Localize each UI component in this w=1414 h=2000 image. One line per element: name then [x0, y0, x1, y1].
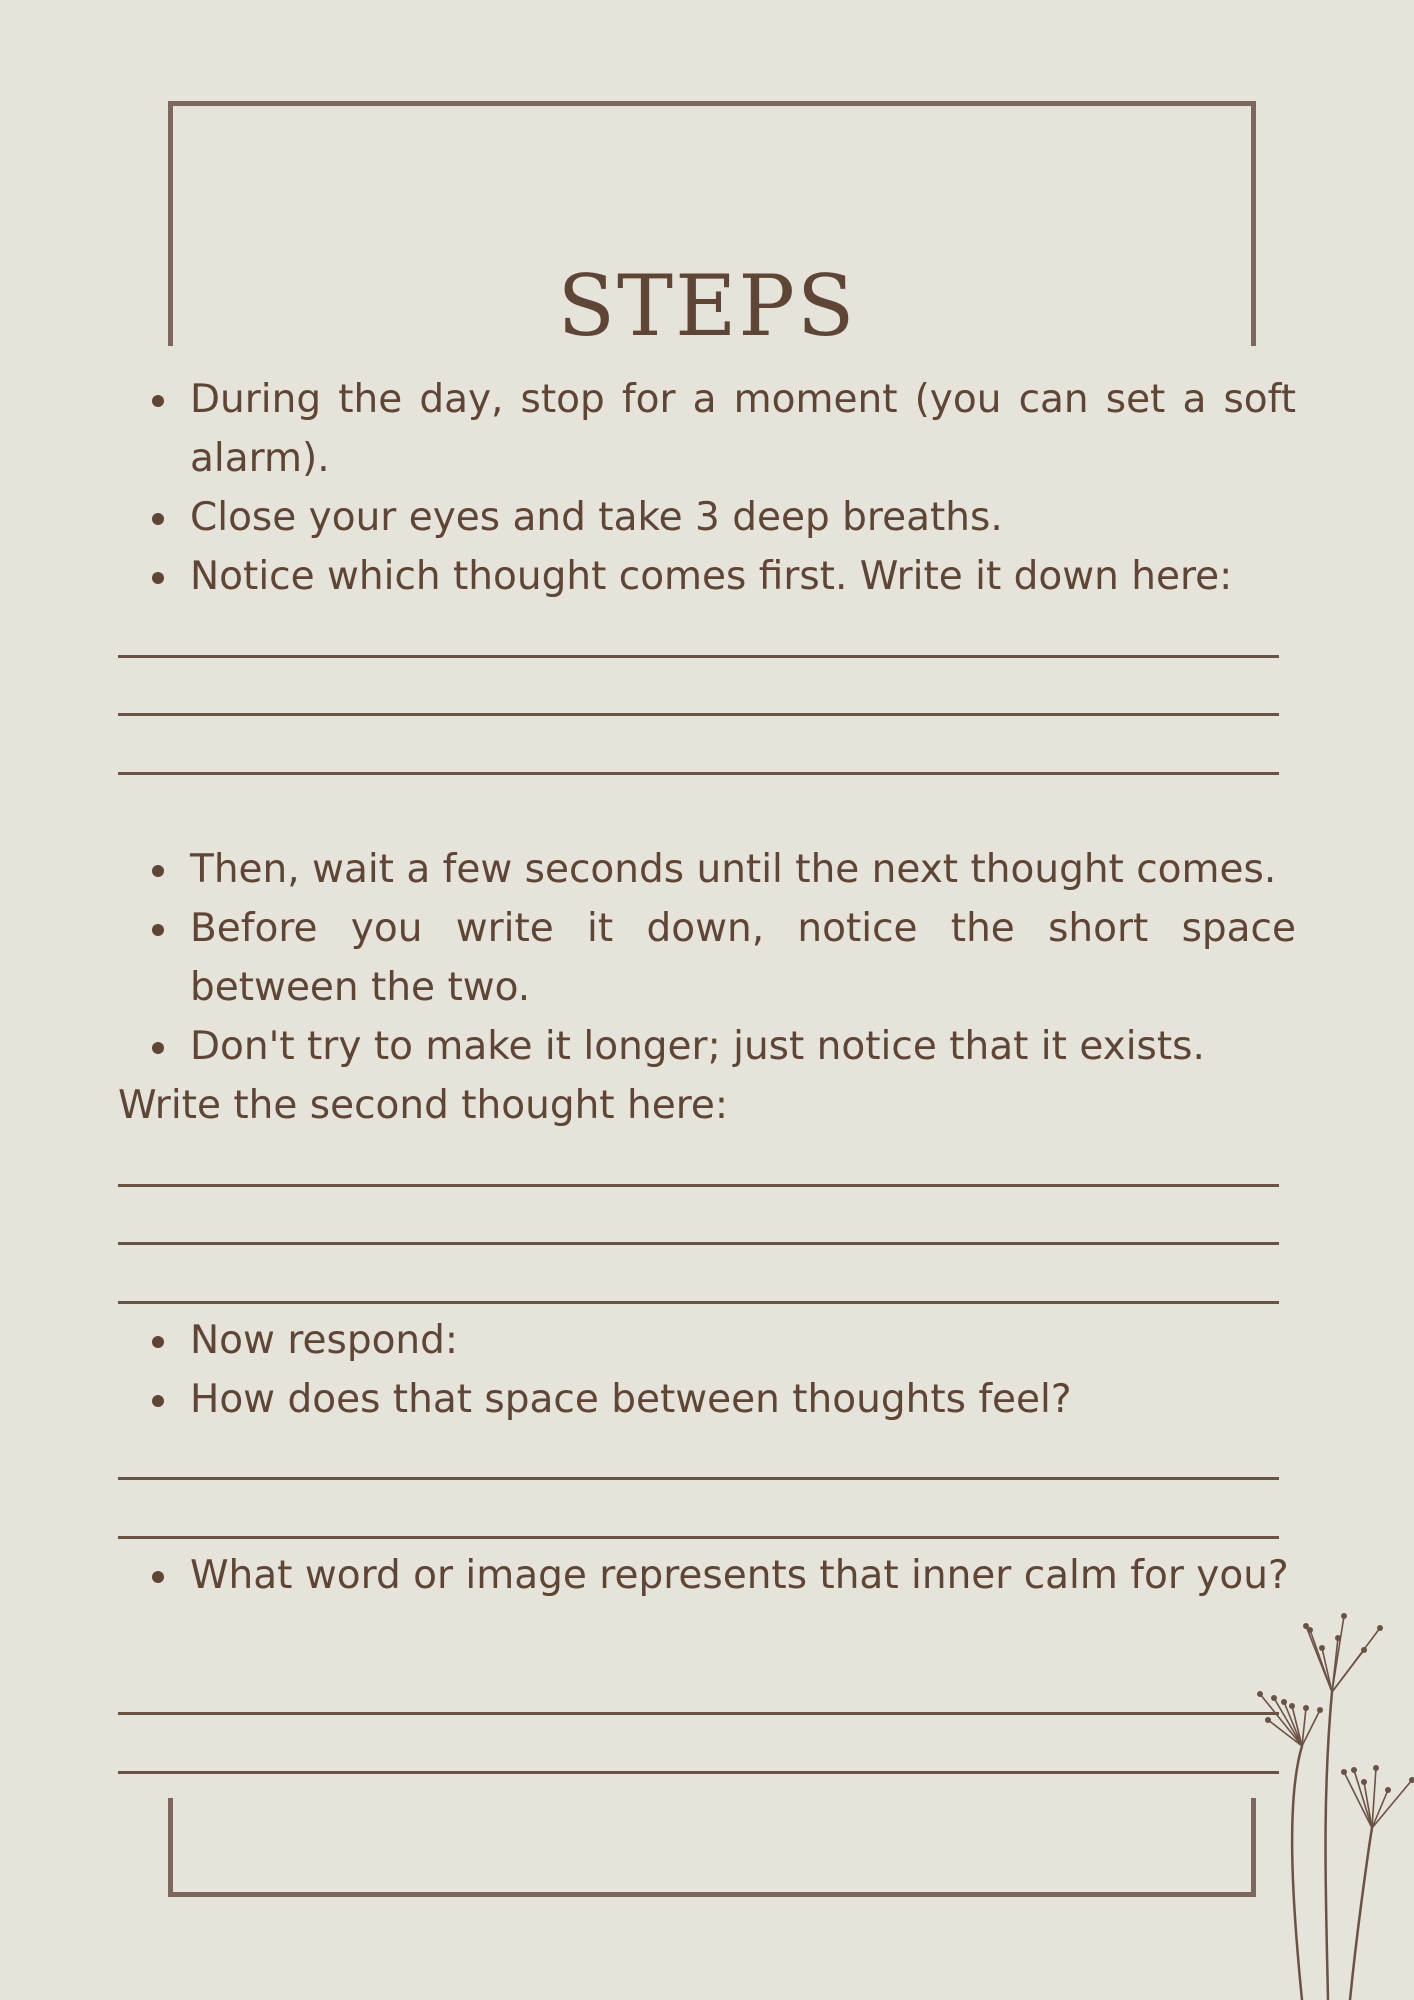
list-item-text: How does that space between thoughts feel?	[190, 1377, 1072, 1422]
writing-line[interactable]	[118, 1242, 1279, 1245]
list-item-text: Now respond:	[190, 1318, 459, 1363]
writing-line[interactable]	[118, 1536, 1279, 1539]
list-item-pause	[118, 370, 1296, 488]
list-item-dont-extend	[118, 1017, 1296, 1076]
writing-line[interactable]	[118, 1771, 1279, 1774]
list-item-text: What word or image represents that inner calm for you?	[190, 1553, 1289, 1598]
list-item-first-thought	[118, 547, 1296, 606]
list-item-breathe	[118, 488, 1296, 547]
writing-line[interactable]	[118, 655, 1279, 658]
list-item-notice-space	[118, 899, 1296, 1017]
list-item-text: Before you write it down, notice the short space between the two.	[190, 906, 1296, 1010]
writing-line[interactable]	[118, 1301, 1279, 1304]
list-item-text: Then, wait a few seconds until the next thought comes.	[190, 847, 1277, 892]
writing-line[interactable]	[118, 1712, 1279, 1715]
dried-flower-icon	[1240, 1600, 1414, 2000]
bottom-frame	[168, 1798, 1256, 1897]
list-item-text: Notice which thought comes first. Write it down here:	[190, 554, 1233, 599]
list-item-inner-calm	[118, 1546, 1296, 1605]
writing-line[interactable]	[118, 713, 1279, 716]
writing-line[interactable]	[118, 1184, 1279, 1187]
writing-line[interactable]	[118, 1477, 1279, 1480]
list-item-space-feel	[118, 1370, 1296, 1429]
list-item-text: During the day, stop for a moment (you can set a soft alarm).	[190, 377, 1296, 481]
second-thought-label: Write the second thought here:	[118, 1083, 729, 1128]
writing-line[interactable]	[118, 772, 1279, 775]
page-title: STEPS	[557, 257, 857, 356]
list-item-wait	[118, 840, 1296, 899]
list-item-text: Close your eyes and take 3 deep breaths.	[190, 495, 1003, 540]
list-item-text: Don't try to make it longer; just notice that it exists.	[190, 1024, 1205, 1069]
list-item-respond	[118, 1311, 1296, 1370]
